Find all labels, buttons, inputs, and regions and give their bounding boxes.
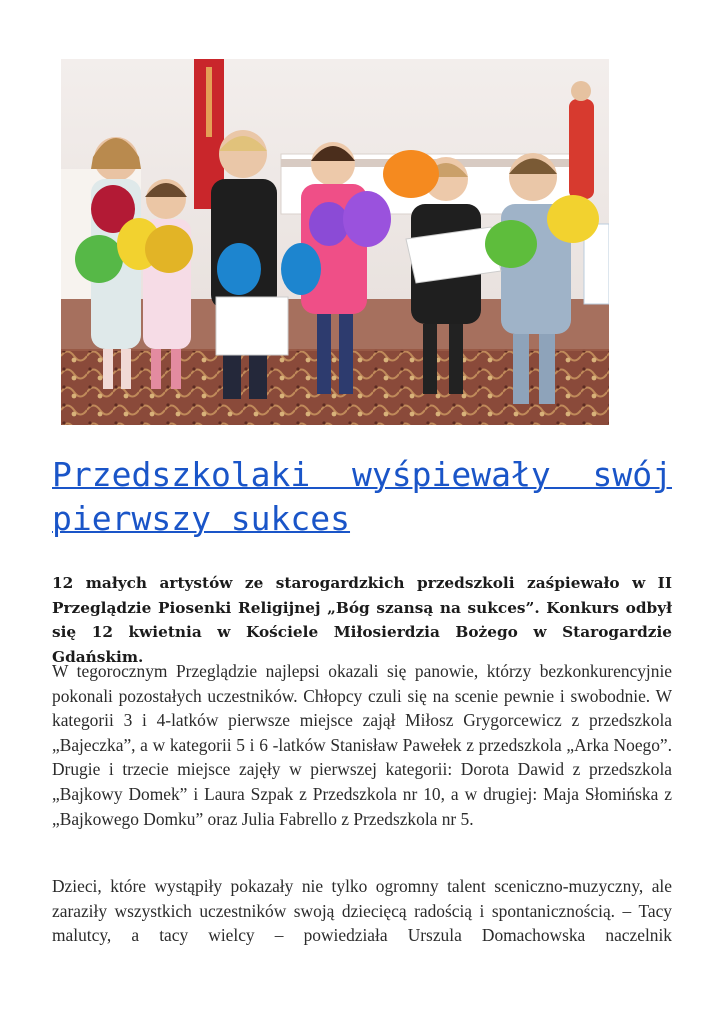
article-paragraph: W tegorocznym Przeglądzie najlepsi okazali się panowie, którzy bezkonkurencyjnie pokonali pozostałych uczestników. Chłopcy czuli się na scenie pewnie i swobodnie. W kategorii 3 i 4-latków pierwsze miejsce zajął Miłosz Grygorcewicz z przedszkola „Bajeczka”, a w kategorii 5 i 6 -latków Stanisław Pawełek z przedszkola „Arka Noego”. Drugie i trzecie miejsce zajęły w pierwszej kategorii: Dorota Dawid z przedszkola „Bajkowy Domek” i Laura Szpak z Przedszkola nr 10, a w drugiej: Maja Słomińska z „Bajkowego Domku” oraz Julia Fabrello z Przedszkola nr 5. — [52, 661, 672, 829]
article-title[interactable]: Przedszkolaki wyśpiewały swój pierwszy sukces — [52, 455, 672, 538]
article-paragraph: Dzieci, które wystąpiły pokazały nie tylko ogromny talent sceniczno-muzyczny, ale zaraziły wszystkich uczestników swoją dziecięcą radością i spontanicznością. – Tacy malutcy, a tacy wielcy – powiedziała Urszula Domachowska naczelnik — [52, 876, 672, 946]
article-lead: 12 małych artystów ze starogardzkich przedszkoli zaśpiewało w II Przeglądzie Piosenki Religijnej „Bóg szansą na sukces”. Konkurs odbył się 12 kwietnia w Kościele Miłosierdzia Bożego w Starogardzie Gdańskim. — [52, 574, 672, 666]
article-photo — [61, 59, 609, 425]
children-with-balloons-image — [61, 59, 609, 425]
